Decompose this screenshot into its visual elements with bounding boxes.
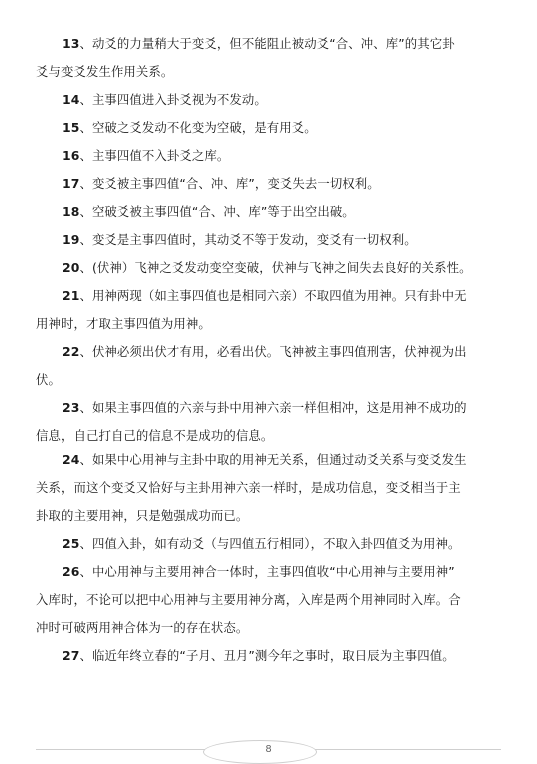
- rule-number: 14: [62, 92, 80, 107]
- rule-text: 、动爻的力量稍大于变爻，但不能阻止被动爻“合、冲、库”的其它卦: [79, 36, 455, 51]
- rule-text: 、(伏神）飞神之爻发动变空变破，伏神与飞神之间失去良好的关系性。: [79, 260, 472, 275]
- rule-text: 、主事四值不入卦爻之库。: [79, 148, 230, 163]
- rule-number: 16: [62, 148, 80, 163]
- rule-text: 信息，自己打自己的信息不是成功的信息。: [36, 428, 274, 443]
- rule-text: 爻与变爻发生作用关系。: [36, 64, 174, 79]
- rule-item: [36, 642, 506, 670]
- rule-number: 27: [62, 648, 80, 663]
- rule-line-first: [36, 282, 506, 310]
- rule-number: 21: [62, 288, 80, 303]
- rule-item: [36, 446, 506, 530]
- rule-item: [36, 394, 506, 450]
- rule-line-first: [36, 446, 506, 474]
- rule-text: 、用神两现（如主事四值也是相同六亲）不取四值为用神。只有卦中无: [79, 288, 467, 303]
- rule-item: [36, 30, 506, 86]
- rule-line: [36, 58, 506, 86]
- rule-line-first: [36, 170, 506, 198]
- rule-text: 伏。: [36, 372, 61, 387]
- rule-number: 18: [62, 204, 80, 219]
- rule-text: 、空破爻被主事四值“合、冲、库”等于出空出破。: [79, 204, 355, 219]
- rule-text: 、临近年终立春的“子月、丑月”测今年之事时，取日辰为主事四值。: [79, 648, 455, 663]
- rule-text: 、空破之爻发动不化变为空破，是有用爻。: [79, 120, 317, 135]
- rule-line-first: [36, 338, 506, 366]
- rule-number: 15: [62, 120, 80, 135]
- rule-text: 、变爻被主事四值“合、冲、库”，变爻失去一切权利。: [79, 176, 380, 191]
- rule-text: 、中心用神与主要用神合一体时，主事四值收“中心用神与主要用神”: [79, 564, 455, 579]
- rule-line-first: [36, 226, 506, 254]
- rule-number: 23: [62, 400, 80, 415]
- page-number: 8: [265, 744, 272, 755]
- rule-item: [36, 114, 506, 142]
- rule-text: 卦取的主要用神，只是勉强成功而已。: [36, 508, 249, 523]
- rule-text: 、如果中心用神与主卦中取的用神无关系，但通过动爻关系与变爻发生: [79, 452, 467, 467]
- rule-item: [36, 282, 506, 338]
- rule-item: [36, 142, 506, 170]
- rule-text: 、主事四值进入卦爻视为不发动。: [79, 92, 267, 107]
- rule-line-first: [36, 114, 506, 142]
- rule-text: 冲时可破两用神合体为一的存在状态。: [36, 620, 249, 635]
- rule-line-first: [36, 642, 506, 670]
- rule-text: 入库时，不论可以把中心用神与主要用神分离，入库是两个用神同时入库。合: [36, 592, 461, 607]
- rule-item: [36, 86, 506, 114]
- rule-item: [36, 170, 506, 198]
- rule-line: [36, 310, 506, 338]
- rule-item: [36, 530, 506, 558]
- rule-line: [36, 502, 506, 530]
- rule-number: 26: [62, 564, 80, 579]
- rule-number: 25: [62, 536, 80, 551]
- rule-number: 17: [62, 176, 80, 191]
- rule-item: [36, 254, 506, 282]
- rule-text: 用神时，才取主事四值为用神。: [36, 316, 211, 331]
- rule-item: [36, 226, 506, 254]
- rule-text: 、如果主事四值的六亲与卦中用神六亲一样但相冲，这是用神不成功的: [79, 400, 467, 415]
- rule-number: 20: [62, 260, 80, 275]
- rule-number: 22: [62, 344, 80, 359]
- rule-line-first: [36, 558, 506, 586]
- rule-item: [36, 338, 506, 394]
- rule-line-first: [36, 30, 506, 58]
- rule-line-first: [36, 254, 506, 282]
- rule-line-first: [36, 530, 506, 558]
- rule-line-first: [36, 394, 506, 422]
- rule-line: [36, 474, 506, 502]
- rule-line: [36, 614, 506, 642]
- rule-text: 关系，而这个变爻又恰好与主卦用神六亲一样时，是成功信息，变爻相当于主: [36, 480, 461, 495]
- rule-number: 24: [62, 452, 80, 467]
- rule-item: [36, 558, 506, 642]
- rule-line-first: [36, 142, 506, 170]
- rule-line-first: [36, 198, 506, 226]
- rule-number: 13: [62, 36, 80, 51]
- rule-text: 、变爻是主事四值时，其动爻不等于发动，变爻有一切权利。: [79, 232, 417, 247]
- rule-item: [36, 198, 506, 226]
- rule-text: 、四值入卦，如有动爻（与四值五行相同），不取入卦四值爻为用神。: [79, 536, 461, 551]
- rule-line-first: [36, 86, 506, 114]
- rule-line: [36, 586, 506, 614]
- rule-line: [36, 366, 506, 394]
- rule-number: 19: [62, 232, 80, 247]
- rule-text: 、伏神必须出伏才有用，必看出伏。飞神被主事四值刑害，伏神视为出: [79, 344, 467, 359]
